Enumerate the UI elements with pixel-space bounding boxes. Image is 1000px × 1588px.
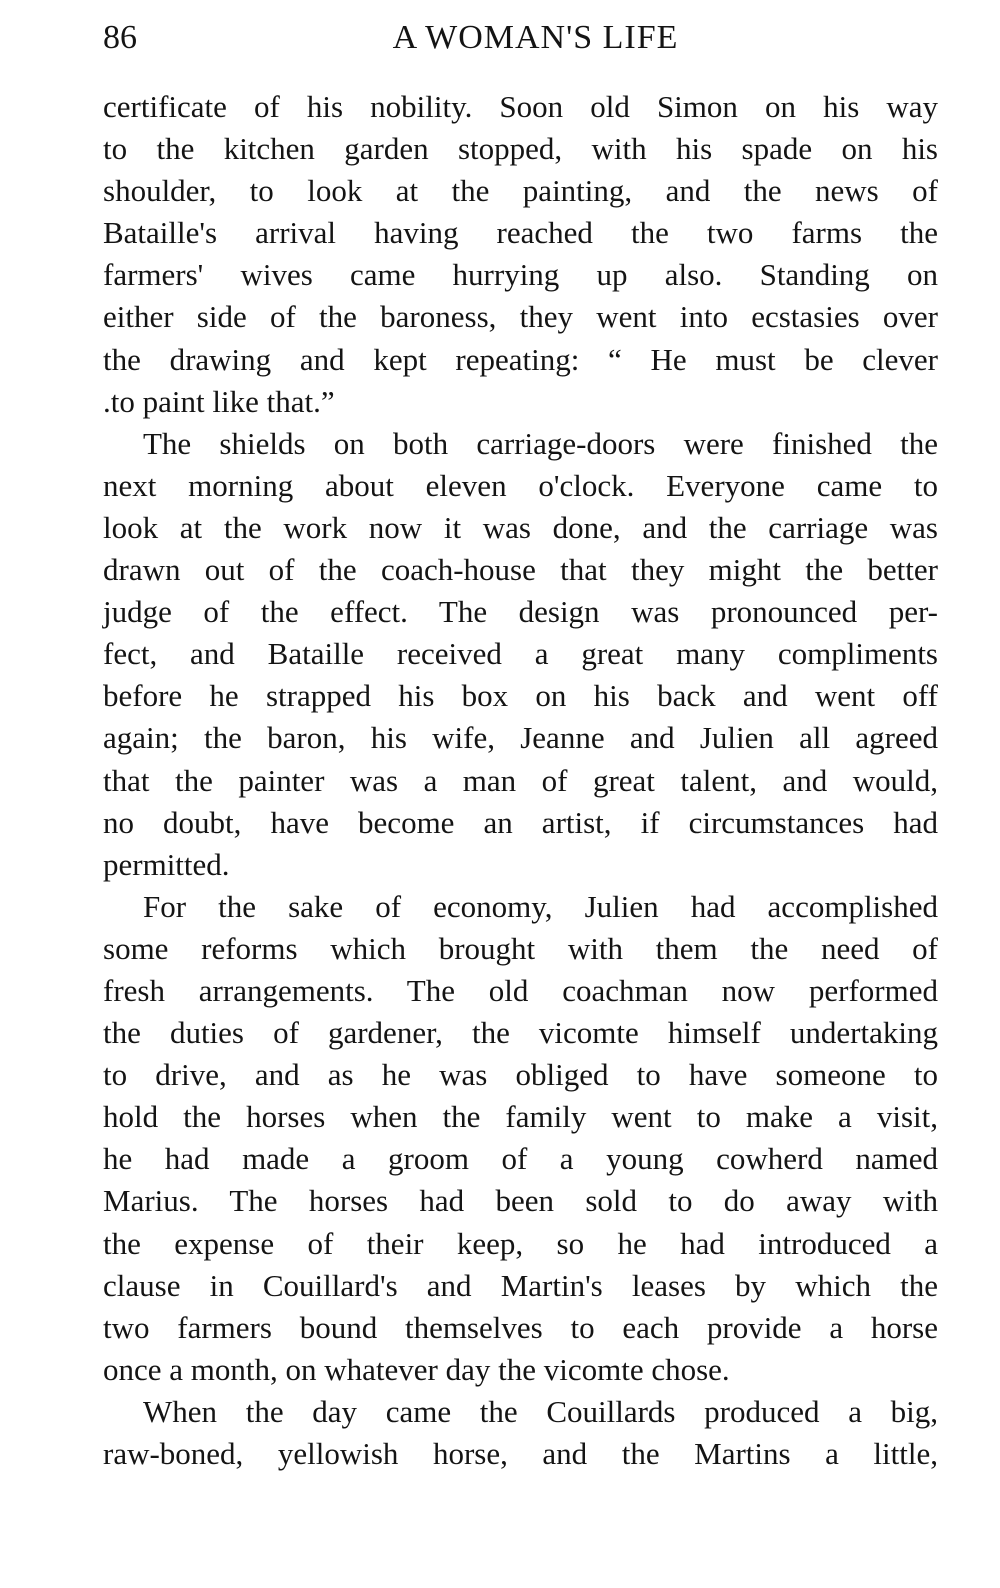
text-line: look at the work now it was done, and the carriage was bbox=[103, 509, 938, 545]
text-line: to drive, and as he was obliged to have someone to bbox=[103, 1057, 938, 1093]
body-text bbox=[103, 86, 938, 1475]
text-line: drawn out of the coach-house that they might the better bbox=[103, 552, 938, 588]
text-line: For the sake of economy, Julien had accomplished bbox=[143, 888, 938, 924]
text-line: Marius. The horses had been sold to do away with bbox=[103, 1183, 938, 1219]
text-line: the duties of gardener, the vicomte himself undertaking bbox=[103, 1015, 938, 1051]
text-line: shoulder, to look at the painting, and the news of bbox=[103, 173, 938, 209]
text-line: When the day came the Couillards produced a big, bbox=[143, 1393, 938, 1429]
text-line: some reforms which brought with them the need of bbox=[103, 930, 938, 966]
text-line: either side of the baroness, they went into ecstasies over bbox=[103, 299, 938, 335]
paragraph-3 bbox=[103, 886, 938, 1391]
book-page bbox=[103, 14, 938, 1475]
page-header bbox=[103, 14, 938, 76]
text-line: he had made a groom of a young cowherd named bbox=[103, 1141, 938, 1177]
paragraph-4 bbox=[103, 1391, 938, 1475]
text-line: clause in Couillard's and Martin's leases by which the bbox=[103, 1267, 938, 1303]
paragraph-1 bbox=[103, 86, 938, 423]
text-line: that the painter was a man of great talent, and would, bbox=[103, 762, 938, 798]
running-title: A WOMAN'S LIFE bbox=[392, 19, 679, 56]
text-line: no doubt, have become an artist, if circumstances had bbox=[103, 804, 938, 840]
paragraph-2 bbox=[103, 423, 938, 886]
text-line: raw-boned, yellowish horse, and the Martins a little, bbox=[103, 1436, 938, 1471]
text-line: before he strapped his box on his back and went off bbox=[103, 678, 938, 714]
text-line: to the kitchen garden stopped, with his spade on his bbox=[103, 131, 938, 167]
text-line: the drawing and kept repeating: “ He must be clever bbox=[103, 341, 938, 377]
text-line: the expense of their keep, so he had introduced a bbox=[103, 1225, 938, 1261]
text-line: The shields on both carriage-doors were finished the bbox=[143, 425, 938, 461]
text-line: fect, and Bataille received a great many compliments bbox=[103, 636, 938, 672]
text-line: .to paint like that.” bbox=[103, 383, 335, 419]
text-line: two farmers bound themselves to each provide a horse bbox=[103, 1309, 938, 1345]
text-line: permitted. bbox=[103, 846, 230, 882]
text-line: fresh arrangements. The old coachman now performed bbox=[103, 972, 938, 1008]
text-line: next morning about eleven o'clock. Everyone came to bbox=[103, 467, 938, 503]
text-line: judge of the effect. The design was pronounced per- bbox=[103, 594, 938, 630]
text-line: once a month, on whatever day the vicomte chose. bbox=[103, 1351, 730, 1387]
text-line: again; the baron, his wife, Jeanne and Julien all agreed bbox=[103, 720, 938, 756]
text-line: hold the horses when the family went to make a visit, bbox=[103, 1099, 938, 1135]
text-line: farmers' wives came hurrying up also. Standing on bbox=[103, 257, 938, 293]
text-line: Bataille's arrival having reached the two farms the bbox=[103, 215, 938, 251]
text-line: certificate of his nobility. Soon old Simon on his way bbox=[103, 89, 938, 124]
page-number: 86 bbox=[103, 19, 137, 56]
